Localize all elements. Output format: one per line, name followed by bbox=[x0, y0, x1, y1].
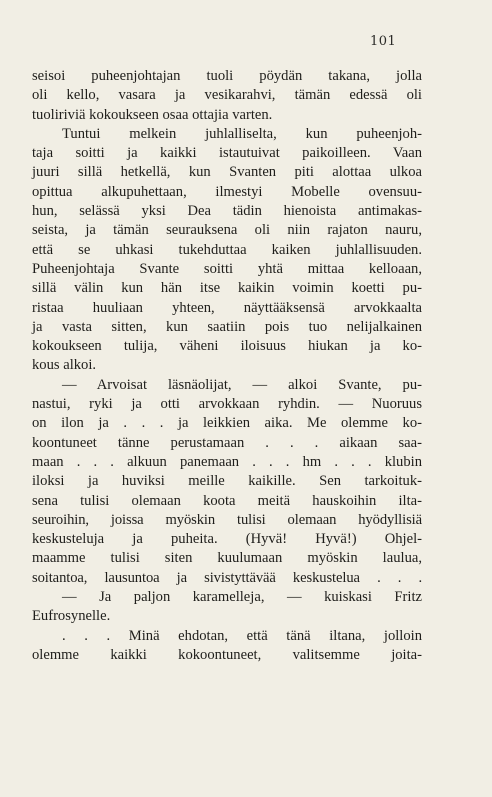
text-line: soitantoa, lausuntoa ja sivistyttävää keskustelua . . . bbox=[32, 569, 422, 586]
text-line: Puheenjohtaja Svante soitti yhtä mittaa kelloaan, bbox=[32, 260, 422, 277]
body-text bbox=[32, 67, 422, 665]
text-line: sillä välin kun hän itse kaikin voimin koetti pu- bbox=[32, 280, 422, 297]
text-line: olemme kaikki kokoontuneet, valitsemme joita- bbox=[32, 646, 422, 663]
text-line: — Ja paljon karamelleja, — kuiskasi Fritz bbox=[62, 589, 422, 606]
text-line: koontuneet tänne perustamaan . . . aikaan saa- bbox=[32, 434, 422, 451]
text-line: ristaa huuliaan yhteen, näyttääksensä arvokkaalta bbox=[32, 299, 422, 316]
text-line: — Arvoisat läsnäolijat, — alkoi Svante, pu- bbox=[62, 376, 422, 393]
text-line: tuoliriviä kokoukseen osaa ottajia varten. bbox=[32, 106, 273, 123]
text-line: sena tulisi olemaan koota meitä hauskoihin ilta- bbox=[32, 492, 422, 509]
text-line: Tuntui melkein juhlalliselta, kun puheenjoh- bbox=[62, 125, 422, 142]
text-line: nastui, ryki ja otti arvokkaan ryhdin. — Nuoruus bbox=[32, 396, 422, 413]
text-line: seisoi puheenjohtajan tuoli pöydän takana, jolla bbox=[32, 68, 422, 84]
text-line: hun, selässä yksi Dea tädin hienoista antimakas- bbox=[32, 203, 422, 220]
text-line: . . . Minä ehdotan, että tänä iltana, jolloin bbox=[62, 627, 422, 644]
text-line: juuri sillä hetkellä, kun Svanten piti alottaa ulkoa bbox=[32, 164, 422, 181]
text-line: maan . . . alkuun panemaan . . . hm . . . klubin bbox=[32, 453, 422, 470]
page-number: 101 bbox=[370, 34, 397, 49]
text-line: että se uhkasi tukehduttaa kaiken juhlallisuuden. bbox=[32, 241, 422, 258]
text-line: maamme tulisi siten kuulumaan myöskin laulua, bbox=[32, 550, 422, 567]
text-line: iloksi ja huviksi meille kaikille. Sen tarkoituk- bbox=[32, 473, 422, 490]
text-line: oli kello, vasara ja vesikarahvi, tämän edessä oli bbox=[32, 87, 422, 104]
text-line: opittua alkupuhettaan, ilmestyi Mobelle ovensuu- bbox=[32, 183, 422, 200]
text-line: ja vasta sitten, kun saatiin pois tuo nelijalkainen bbox=[32, 318, 422, 335]
text-line: kous alkoi. bbox=[32, 357, 97, 374]
text-line: kokoukseen tulija, väheni iloisuus hiukan ja ko- bbox=[32, 338, 422, 355]
text-line: Eufrosynelle. bbox=[32, 608, 111, 625]
text-line: on ilon ja . . . ja leikkien aika. Me olemme ko- bbox=[32, 415, 422, 432]
text-line: taja soitti ja kaikki istautuivat paikoilleen. Vaan bbox=[32, 145, 422, 162]
text-line: keskusteluja ja puheita. (Hyvä! Hyvä!) Ohjel- bbox=[32, 531, 422, 548]
text-line: seista, ja tämän seurauksena oli niin rajaton nauru, bbox=[32, 222, 422, 239]
text-line: seuroihin, joissa myöskin tulisi olemaan hyödyllisiä bbox=[32, 511, 422, 528]
